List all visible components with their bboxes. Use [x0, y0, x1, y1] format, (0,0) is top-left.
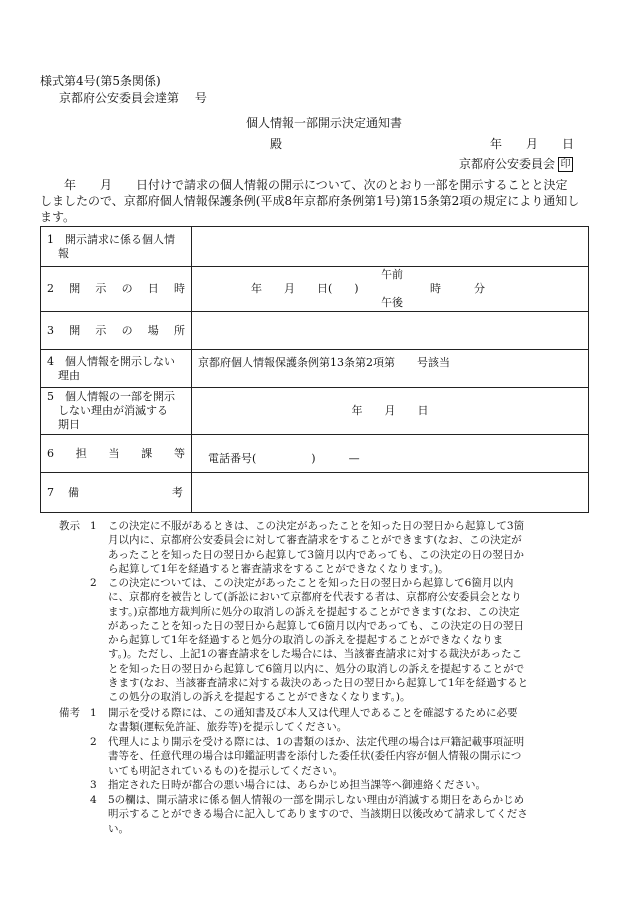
row-remarks	[41, 473, 589, 513]
instruction-2: この決定については、この決定があったことを知った日の翌日から起算して6箇月以内 に、京都府を被告として(訴訟において京都府を代表する者は、京都府公安委員会となり ます。)京都地方裁判所に処分の取消しの訴えを提起することができます(なお、この決定 があったことを知った日の翌日から起算して6箇月以内であっても、この決定の日の翌日 から起算して1年を経過すると処分の取消しの訴えを提起することができなくなりま す。)。ただし、上記1の審査請求をした場合には、当該審査請求に対する裁決があったこ とを知った日の翌日から起算して6箇月以内に、処分の取消しの訴えを提起することがで きます(なお、当該審査請求に対する裁決のあった日の翌日から起算して1年を経過すると この処分の取消しの訴えを提起することができなくなります。)。	[108, 577, 529, 704]
remark-3: 指定された日時が都合の悪い場合には、あらかじめ担当課等へ御連絡ください。	[108, 779, 486, 791]
pm-label: 午後	[381, 296, 403, 309]
label-disclosure-datetime: 2 開 示 の 日 時	[41, 267, 192, 312]
disclosure-date: 年 月 日( )	[251, 282, 359, 295]
disclosure-table	[40, 226, 589, 513]
phone-number-field: 電話番号( ) —	[208, 452, 360, 465]
value-requested-info	[192, 227, 589, 267]
label-reason-expiry: 5 個人情報の一部を開示 しない理由が消滅する 期日	[41, 388, 192, 435]
value-disclosure-datetime	[192, 267, 589, 312]
row-disclosure-datetime	[41, 267, 589, 312]
remark-2-number: 2	[90, 736, 97, 748]
row-disclosure-place	[41, 312, 589, 350]
instruction-2-number: 2	[90, 577, 97, 589]
row-requested-info	[41, 227, 589, 267]
disclosure-time: 時 分	[430, 282, 485, 295]
value-nondisclosure-reason: 京都府個人情報保護条例第13条第2項第 号該当	[192, 350, 589, 388]
label-remarks: 7 備 考	[41, 473, 192, 513]
sender	[459, 155, 573, 172]
intro-line-1: 年 月 日付けで請求の個人情報の開示について、次のとおり一部を開示することと決定	[40, 178, 568, 192]
instruction-1-number: 1	[90, 520, 97, 532]
value-disclosure-place	[192, 312, 589, 350]
remark-4: 5の欄は、開示請求に係る個人情報の一部を開示しない理由が消滅する期日をあらかじめ 明示することができる場合に記入してありますので、当該期日以後改めて請求してくださ い。	[108, 794, 528, 835]
remark-3-number: 3	[90, 779, 97, 791]
value-reason-expiry: 年 月 日	[192, 388, 589, 435]
remark-4-number: 4	[90, 794, 97, 806]
intro-line-3: ます。	[40, 210, 76, 224]
am-label: 午前	[381, 268, 403, 281]
instruction-1: この決定に不服があるときは、この決定があったことを知った日の翌日から起算して3箇 月以内に、京都府公安委員会に対して審査請求をすることができます(なお、この決定が あったことを知った日の翌日から起算して3箇月以内であっても、この決定の日の翌日か ら起算して1年を経過すると審査請求をすることができなくなります。)。	[108, 520, 525, 575]
issue-date: 年 月 日	[490, 137, 575, 151]
addressee-honorific: 殿	[270, 137, 283, 151]
value-department	[192, 435, 589, 473]
issuer-number: 京都府公安委員会達第 号	[59, 91, 207, 105]
form-number: 様式第4号(第5条関係)	[40, 74, 161, 88]
intro-line-2: しましたので、京都府個人情報保護条例(平成8年京都府条例第1号)第15条第2項の規定により通知し	[40, 194, 580, 208]
remark-1-number: 1	[90, 707, 97, 719]
remark-2: 代理人により開示を受ける際には、1の書類のほか、法定代理の場合は戸籍記載事項証明 書等を、任意代理の場合は印鑑証明書を添付した委任状(委任内容が個人情報の開示につ いても明記されているもの)を提示してください。	[108, 736, 525, 777]
row-department	[41, 435, 589, 473]
row-nondisclosure-reason	[41, 350, 589, 388]
seal-icon: 印	[558, 157, 573, 172]
label-nondisclosure-reason: 4 個人情報を開示しない 理由	[41, 350, 192, 388]
remark-1: 開示を受ける際には、この通知書及び本人又は代理人であることを確認するために必要 な書類(運転免許証、旅券等)を提示してください。	[108, 707, 518, 734]
instructions-heading: 教示	[59, 520, 80, 532]
label-disclosure-place: 3 開 示 の 場 所	[41, 312, 192, 350]
label-requested-info: 1 開示請求に係る個人情 報	[41, 227, 192, 267]
remarks-heading: 備考	[59, 707, 80, 719]
sender-name: 京都府公安委員会	[459, 157, 556, 171]
row-reason-expiry	[41, 388, 589, 435]
value-remarks	[192, 473, 589, 513]
document-title: 個人情報一部開示決定通知書	[246, 116, 403, 130]
label-department: 6 担 当 課 等	[41, 435, 192, 473]
